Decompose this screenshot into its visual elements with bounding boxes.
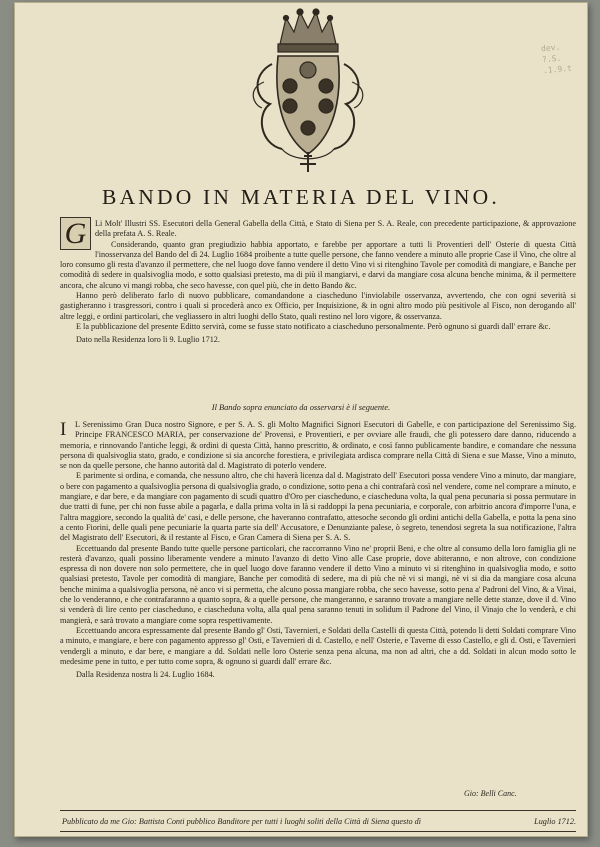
first-decree <box>60 219 576 346</box>
publication-date: Luglio 1712. <box>534 817 576 826</box>
footer-bottom-rule <box>60 831 576 832</box>
publication-footer <box>62 817 576 826</box>
decree-paragraph: Hanno però deliberato farlo di nuovo pubblicare, comandandone a ciascheduno l'inviolabile osservanza, avvertendo, che con ogni severità si gastigheranno i trasgressori, contro i quali si procederà anco ex Officio, per Inquisizione, & in ogni altro modo più pesitivole al Fisco, non derogando all' altre leggi, e ordini particolari, che vegliassero in altri luoghi dello Stato, quali restino nel loro vigore, & osservanza. <box>60 291 576 321</box>
chancellor-signature: Gio: Belli Canc. <box>464 789 517 798</box>
decree-paragraph: L Serenissimo Gran Duca nostro Signore, e per S. A. S. gli Molto Magnifici Signori Esecutori di Gabelle, e con participazione del Serenissimo Sig. Principe FRANCESCO MARIA, per conservazione de' Provensi, e Proventieri, e per ovviare alle fraudi, che gli potessero dare danno, riducendo a memoria, e rinnovando l'antiche leggi, & ordini di questa Città, hanno prescritto, & ordinato, e così fanno publicamente bandire, e comandare che nessuna persona di qualsivoglia stato, grado, e condizione si sia ancorche forestiera, e privilegiata ardisca comprare nella Città di Siena e sue Masse, Vino a minuto, se non da quelle persone, che hanno autorità dal d. Magistrato di poterlo vendere. <box>60 420 576 471</box>
decree-paragraph: Li Molt' Illustri SS. Esecutori della General Gabella della Città, e Stato di Siena per S. A. Reale, con precedente participazione, & approvazione della prefata A. S. Reale. <box>95 219 576 239</box>
announcement-heading: Il Bando sopra enunciato da osservarsi è il seguente. <box>211 403 391 412</box>
decree-paragraph: Eccettuando ancora espressamente dal presente Bando gl' Osti, Tavernieri, e Soldati della Castelli di questa Città, potendo li detti Soldati comprare Vino a minuto, e mangiare, e bere con pagamento appresso gl' Osti, e Tavernieri di d. Castello, e nell' Osterie, e Taverne di esso Castello, e gli d. Osti, e Tavernieri vendergli a minuto, e dar bere, e mangiare a dd. Soldati nelle loro Osterie senza pena alcuna, ma non ad altri, che a dd. Soldati in alcun modo sotto le medesime pene in tutto, e per tutto come sopra, & ognuno si guardi dall' errare &c. <box>60 625 576 666</box>
second-decree <box>60 420 576 680</box>
edict-title: BANDO IN MATERIA DEL VINO. <box>102 185 500 209</box>
footer-divider <box>60 810 576 811</box>
publication-note: Pubblicato da me Gio: Battista Conti pubblico Banditore per tutti i luoghi soliti della Città di Siena questo dì <box>62 817 422 826</box>
decree-date: Dalla Residenza nostra li 24. Luglio 1684. <box>76 670 215 680</box>
decorated-initial: G <box>60 217 91 250</box>
decree-paragraph: Eccettuando dal presente Bando tutte quelle persone particolari, che raccorranno Vino ne' proprii Beni, e che oltre al consumo della loro famiglia gli ne resterà d'avanzo, quali possino liberamente vendere a minuto l'avanzo di detto Vino alle Case proprie, dove abiteranno, e non altrove, con condizione espressa di non dovere non solo permettere, che in quel luogo dove faranno vendere il detto Vino a minuto vi si ritenghino in qualsivoglia modo, e sotto qualsiasi pretesto, Tavole per comodità di mangiare, Banche per comodità di sedere, ma di più che nè vi si mangi, nè vi si dia da mangiare cosa alcuna benche minima a qualsivoglia persona, nè anco vi si permetta, che alcuno possa mangiare robba, che seco havesse, sotto pena a' Padroni del Vino, & a Vinai, che lo venderanno, e che contrafaranno a quanto sopra, & a quelle persone, che mangeranno, e saranno trovate a mangiare nelle dette stanze, dove il d. Vino si venderà di lire cento per ciascheduno, e ciascheduna volta, alla qual pena saranno tenuti in solidum il Padrone del Vino, il Vinajo che lo venderà, e chi mangierà, e sarà trovato a mangiare come sopra respettivamente. <box>60 543 576 625</box>
edict-sheet <box>14 2 588 837</box>
decree-paragraph: E la pubblicazione del presente Editto servirà, come se fusse stato notificato a ciascheduno personalmente. Però ognuno si guardi dall' errare &c. <box>76 321 551 331</box>
text-initial: I <box>60 419 67 440</box>
decree-paragraph: Considerando, quanto gran pregiudizio habbia apportato, e farebbe per apportare a tutti li Proventieri dell' Osterie di questa Città l'inosservanza del Bando del dì 24. Luglio 1684 proibente a tutte quelle persone, che fanno vendere a minuto alle proprie Case il Vino, che oltre al loro consumo gli resta d'avanzo il permettere, che nel luogo dove fanno vendere il detto Vino vi si ritenghino Tavole per comodità di mangiare, e Banche per comodità di sedere in qualsivoglia modo, e sotto qualsiasi pretesto, ma di più il mangiarvi, e darvi da mangiare cosa alcuna benche minima, & il permettere ancora, che alcuno vi mangi robba, che seco havesse, con quel più, che in detto Bando &c. <box>60 239 576 290</box>
medici-crest-emblem <box>242 4 374 176</box>
decree-date: Dato nella Residenza loro li 9. Luglio 1712. <box>76 335 220 345</box>
decree-paragraph: E parimente si ordina, e comanda, che nessuno altro, che chi haverà licenza dal d. Magistrato dell' Esecutori possa vendere Vino a minuto, dar mangiare, o bere con pagamento a qualsivoglia persona di qualsivoglia grado, o condizione, sotto pena a chi contrafarà così nel vendere, come nel comprare a minuto, e mangiare, e dar bere, e da mangiare con pagamento di scudi quattro d'Oro per ciascheduno, e ciascheduna volta, la qual pena pecunaria si possa permutare in due tratti di fune, per chi non fusse abile a pagarla, e dalla prima volta in là si raddoppi la pena pecuniaria, e corporale, con arbitrio ancora d'imporre l'una, e l'altra maggiore, secondo la qualità de' casi, e delle persone, che haveranno contrafatto, attesoche secondo gli ordini antichi della Gabella, e potta la pena sino a cento Fiorini, delle quali pene pecuniarie la quarta parte sia dell' Accusatore, e Denunziante palese, ò segreto, tenendosi segreta la sua notificazione, l'altra del Magistrato dell' Esecutori, & il restante al Fisco, e Gran Camera di Siena per S. A. S. <box>60 471 576 543</box>
margin-note: dev. ?.S. .1.9.t <box>540 42 573 76</box>
